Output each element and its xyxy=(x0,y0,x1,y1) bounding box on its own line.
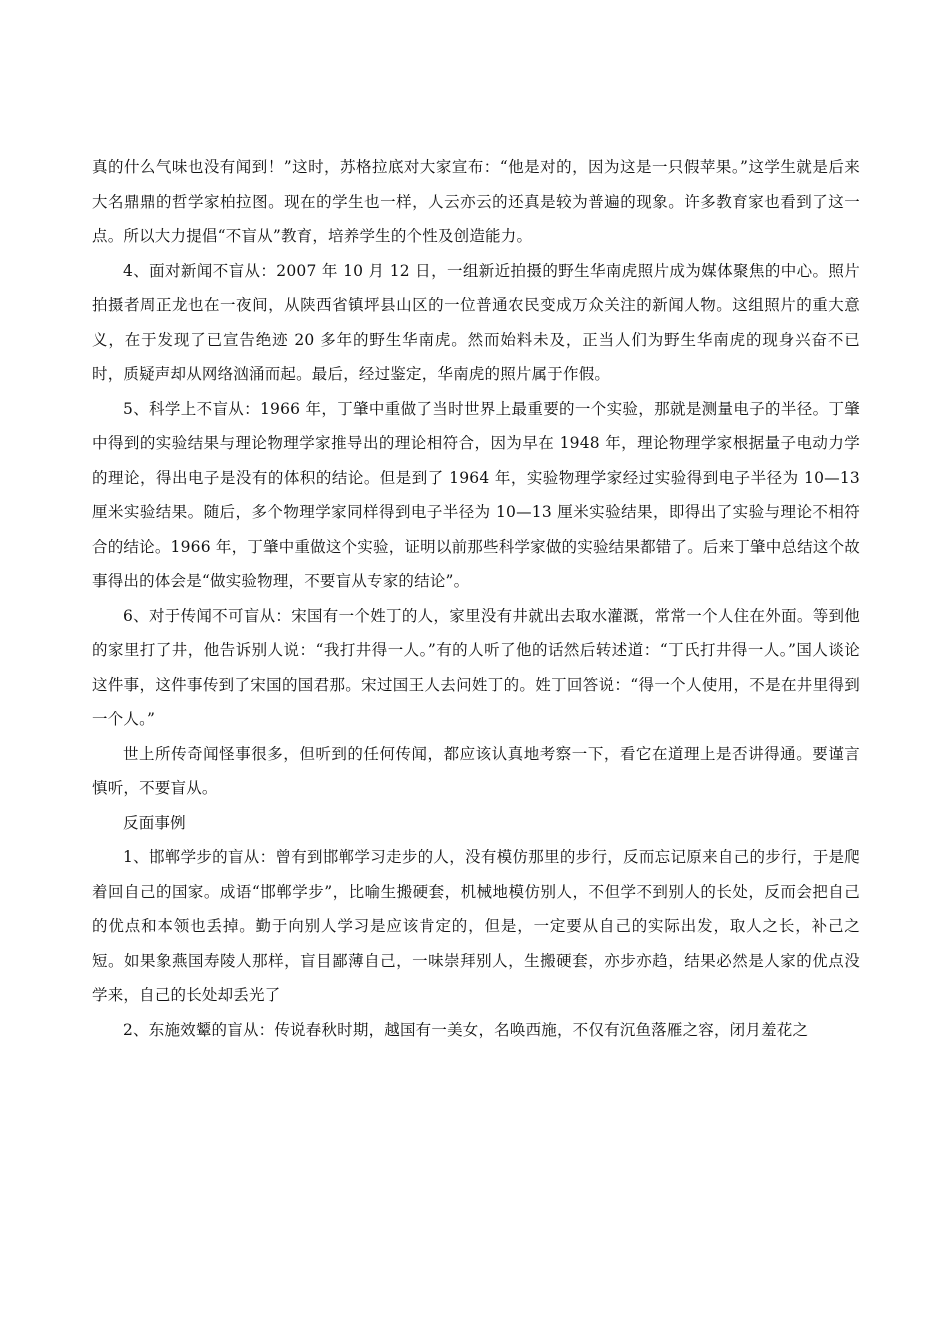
paragraph-science-example: 5、科学上不盲从：1966 年，丁肇中重做了当时世界上最重要的一个实验，那就是测量电子的半径。丁肇中得到的实验结果与理论物理学家推导出的理论相符合，因为早在 1948 年，理论物理学家根据量子电动力学的理论，得出电子是没有的体积的结论。但是到了 1964 年，实验物理学家经过实验得到电子半径为 10—13 厘米实验结果。随后，多个物理学家同样得到电子半径为 10—13 厘米实验结果，即得出了实验与理论不相符合的结论。1966 年，丁肇中重做这个实验，证明以前那些科学家做的实验结果都错了。后来丁肇中总结这个故事得出的体会是“做实验物理，不要盲从专家的结论”。 xyxy=(92,399,860,590)
paragraph-dongshi-example: 2、东施效颦的盲从：传说春秋时期，越国有一美女，名唤西施，不仅有沉鱼落雁之容，闭月羞花之 xyxy=(123,1020,809,1039)
document-body xyxy=(92,150,860,1047)
paragraph-continuation: 真的什么气味也没有闻到！”这时，苏格拉底对大家宣布：“他是对的，因为这是一只假苹果。”这学生就是后来大名鼎鼎的哲学家柏拉图。现在的学生也一样，人云亦云的还真是较为普遍的现象。许多教育家也看到了这一点。所以大力提倡“不盲从”教育，培养学生的个性及创造能力。 xyxy=(92,158,860,245)
paragraph-lesson: 世上所传奇闻怪事很多，但听到的任何传闻，都应该认真地考察一下，看它在道理上是否讲得通。要谨言慎听，不要盲从。 xyxy=(92,744,860,797)
paragraph-rumor-example: 6、对于传闻不可盲从：宋国有一个姓丁的人，家里没有井就出去取水灌溉，常常一个人住在外面。等到他的家里打了井，他告诉别人说：“我打井得一人。”有的人听了他的话然后转述道：“丁氏打井得一人。”国人谈论这件事，这件事传到了宋国的国君那。宋过国王人去问姓丁的。姓丁回答说：“得一个人使用，不是在井里得到一个人。” xyxy=(92,606,860,728)
paragraph-handan-example: 1、邯郸学步的盲从：曾有到邯郸学习走步的人，没有模仿那里的步行，反而忘记原来自己的步行，于是爬着回自己的国家。成语“邯郸学步”，比喻生搬硬套，机械地模仿别人，不但学不到别人的长处，反而会把自己的优点和本领也丢掉。勤于向别人学习是应该肯定的，但是，一定要从自己的实际出发，取人之长，补己之短。如果象燕国寿陵人那样，盲目鄙薄自己，一味崇拜别人，生搬硬套，亦步亦趋，结果必然是人家的优点没学来，自己的长处却丢光了 xyxy=(92,848,860,1004)
section-heading-counter-examples: 反面事例 xyxy=(123,813,186,832)
paragraph-news-example: 4、面对新闻不盲从：2007 年 10 月 12 日，一组新近拍摄的野生华南虎照片成为媒体聚焦的中心。照片拍摄者周正龙也在一夜间，从陕西省镇坪县山区的一位普通农民变成万众关注的新闻人物。这组照片的重大意义，在于发现了已宣告绝迹 20 多年的野生华南虎。然而始料未及，正当人们为野生华南虎的现身兴奋不已时，质疑声却从网络汹涌而起。最后，经过鉴定，华南虎的照片属于作假。 xyxy=(92,261,860,383)
